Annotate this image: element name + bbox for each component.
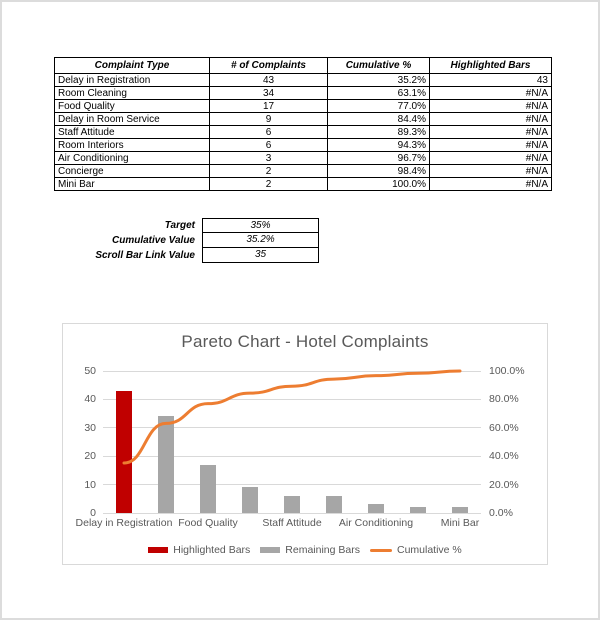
table-cell: 2 [210, 165, 328, 178]
control-value-box[interactable]: 35.2% [202, 232, 319, 248]
control-label: Scroll Bar Link Value [95, 250, 195, 261]
table-cell: #N/A [430, 100, 552, 113]
table-cell: #N/A [430, 87, 552, 100]
control-label: Target [164, 220, 195, 231]
x-axis-label: Mini Bar [440, 517, 480, 529]
pareto-chart [62, 323, 548, 565]
table-row [55, 74, 552, 87]
table-cell: Mini Bar [55, 178, 210, 191]
left-axis-tick: 20 [84, 450, 96, 463]
right-axis-tick: 100.0% [489, 365, 525, 377]
legend-label: Highlighted Bars [173, 544, 251, 556]
table-cell: 98.4% [328, 165, 430, 178]
table-header-row [55, 58, 552, 74]
x-axis-label: Air Conditioning [338, 517, 414, 529]
right-axis-tick: 80.0% [489, 393, 519, 406]
right-axis-tick: 0.0% [489, 507, 513, 519]
table-cell: 77.0% [328, 100, 430, 113]
right-axis-tick: 20.0% [489, 478, 519, 491]
column-header: Complaint Type [55, 58, 210, 74]
table-cell: 9 [210, 113, 328, 126]
table-cell: Staff Attitude [55, 126, 210, 139]
table-cell: 35.2% [328, 74, 430, 87]
complaints-table-body [55, 74, 552, 191]
table-cell: 94.3% [328, 139, 430, 152]
table-cell: 6 [210, 139, 328, 152]
table-cell: 100.0% [328, 178, 430, 191]
table-cell: 3 [210, 152, 328, 165]
table-cell: 43 [430, 74, 552, 87]
table-cell: #N/A [430, 126, 552, 139]
table-cell: #N/A [430, 152, 552, 165]
legend-marker-bar [260, 547, 280, 553]
x-axis-label: Staff Attitude [262, 517, 322, 529]
table-row [55, 87, 552, 100]
column-header: Cumulative % [328, 58, 430, 74]
left-axis-tick: 40 [84, 393, 96, 406]
table-cell: Room Cleaning [55, 87, 210, 100]
legend-item [370, 544, 462, 556]
table-cell: #N/A [430, 165, 552, 178]
x-axis-label: Delay in Registration [75, 517, 173, 529]
complaints-table-header [55, 58, 552, 74]
control-label: Cumulative Value [112, 235, 195, 246]
table-cell: 43 [210, 74, 328, 87]
table-row [55, 152, 552, 165]
left-axis-tick: 50 [84, 365, 96, 377]
complaints-table [54, 57, 552, 191]
legend-label: Remaining Bars [285, 544, 360, 556]
table-cell: Concierge [55, 165, 210, 178]
chart-title: Pareto Chart - Hotel Complaints [181, 332, 429, 351]
table-row [55, 126, 552, 139]
legend-marker-bar [148, 547, 168, 553]
legend-label: Cumulative % [396, 544, 462, 556]
left-axis-tick: 10 [84, 478, 96, 491]
table-cell: 17 [210, 100, 328, 113]
table-row [55, 139, 552, 152]
right-axis-tick: 60.0% [489, 421, 519, 434]
control-row [54, 218, 319, 233]
plot-area [103, 371, 481, 513]
control-row [54, 233, 319, 248]
table-cell: 96.7% [328, 152, 430, 165]
legend-item [260, 544, 360, 556]
table-row [55, 113, 552, 126]
table-cell: 6 [210, 126, 328, 139]
table-cell: Room Interiors [55, 139, 210, 152]
table-cell: 2 [210, 178, 328, 191]
table-cell: Food Quality [55, 100, 210, 113]
table-cell: 34 [210, 87, 328, 100]
left-axis-tick: 0 [90, 507, 96, 519]
table-cell: Delay in Room Service [55, 113, 210, 126]
table-row [55, 178, 552, 191]
right-axis-tick: 40.0% [489, 450, 519, 463]
table-cell: #N/A [430, 178, 552, 191]
table-row [55, 100, 552, 113]
control-row [54, 248, 319, 263]
x-axis-label: Food Quality [178, 517, 238, 529]
control-value-box[interactable]: 35% [202, 218, 319, 233]
legend-item [148, 544, 250, 556]
column-header: # of Complaints [210, 58, 328, 74]
table-cell: Delay in Registration [55, 74, 210, 87]
table-cell: 63.1% [328, 87, 430, 100]
cumulative-line [103, 371, 481, 513]
column-header: Highlighted Bars [430, 58, 552, 74]
control-values [54, 218, 319, 263]
control-value-box[interactable]: 35 [202, 247, 319, 263]
table-cell: 84.4% [328, 113, 430, 126]
left-axis-tick: 30 [84, 421, 96, 434]
table-cell: Air Conditioning [55, 152, 210, 165]
table-cell: #N/A [430, 139, 552, 152]
table-cell: 89.3% [328, 126, 430, 139]
table-row [55, 165, 552, 178]
table-cell: #N/A [430, 113, 552, 126]
chart-legend [63, 544, 547, 556]
legend-marker-line [370, 549, 392, 552]
